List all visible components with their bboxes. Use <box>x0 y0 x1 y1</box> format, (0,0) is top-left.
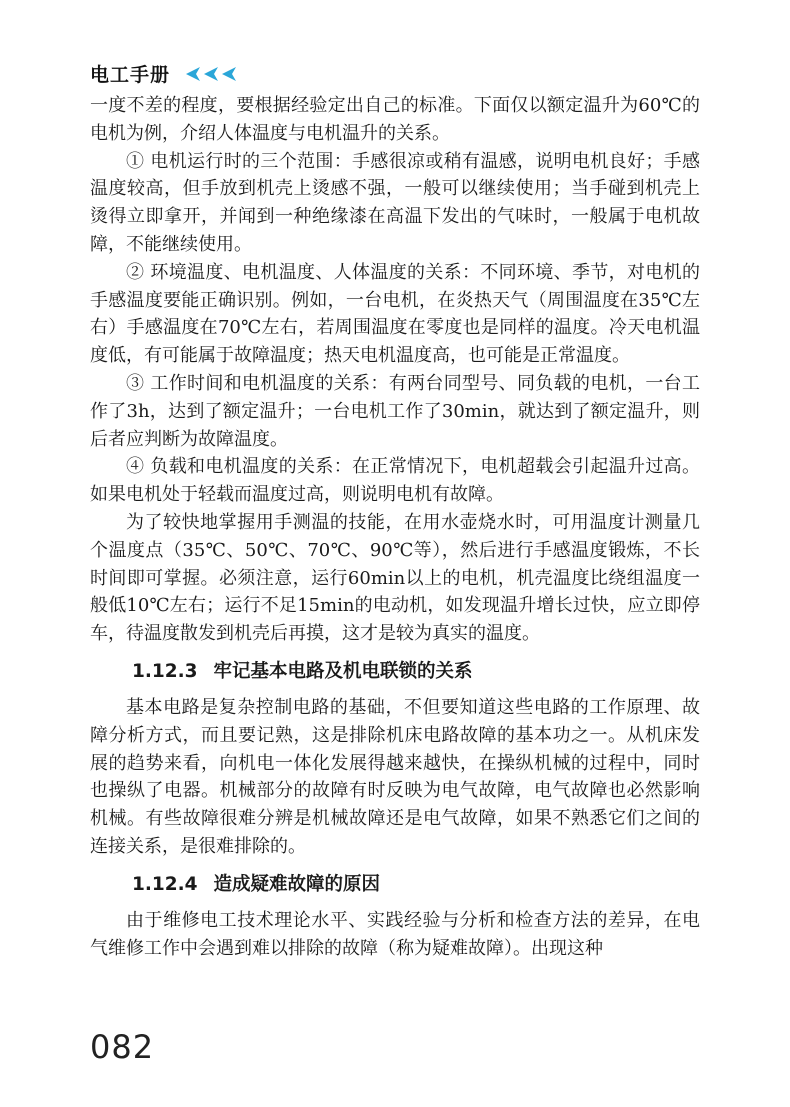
paragraph: ④ 负载和电机温度的关系：在正常情况下，电机超载会引起温升过高。如果电机处于轻载而温度过高，则说明电机有故障。 <box>90 456 700 506</box>
paragraph: ② 环境温度、电机温度、人体温度的关系：不同环境、季节，对电机的手感温度要能正确识别。例如，一台电机，在炎热天气（周围温度在35℃左右）手感温度在70℃左右，若周围温度在零度也是同样的温度。冷天电机温度低，有可能属于故障温度；热天电机温度高，也可能是正常温度。 <box>90 261 700 367</box>
running-header <box>90 60 238 87</box>
paragraph: 为了较快地掌握用手测温的技能，在用水壶烧水时，可用温度计测量几个温度点（35℃、50℃、70℃、90℃等），然后进行手感温度锻炼，不长时间即可掌握。必须注意，运行60min以上的电机，机壳温度比绕组温度一般低10℃左右；运行不足15min的电动机，如发现温升增长过快，应立即停车，待温度散发到机壳后再摸，这才是较为真实的温度。 <box>90 511 700 645</box>
section-number: 1.12.3 <box>132 660 198 682</box>
paragraph: 一度不差的程度，要根据经验定出自己的标准。下面仅以额定温升为60℃的电机为例，介绍人体温度与电机温升的关系。 <box>90 95 700 144</box>
section-heading-1-12-4 <box>132 873 700 897</box>
paragraph: 由于维修电工技术理论水平、实践经验与分析和检查方法的差异，在电气维修工作中会遇到难以排除的故障（称为疑难故障）。出现这种 <box>90 909 700 959</box>
paragraph: ③ 工作时间和电机温度的关系：有两台同型号、同负载的电机，一台工作了3h，达到了额定温升；一台电机工作了30min，就达到了额定温升，则后者应判断为故障温度。 <box>90 372 700 450</box>
section-number: 1.12.4 <box>132 873 198 895</box>
paragraph: 基本电路是复杂控制电路的基础，不但要知道这些电路的工作原理、故障分析方式，而且要记熟，这是排除机床电路故障的基本功之一。从机床发展的趋势来看，向机电一体化发展得越来越快，在操纵机械的过程中，同时也操纵了电器。机械部分的故障有时反映为电气故障，电气故障也必然影响机械。有些故障很难分辨是机械故障还是电气故障，如果不熟悉它们之间的连接关系，是很难排除的。 <box>90 696 700 857</box>
section-title: 造成疑难故障的原因 <box>213 873 381 895</box>
section-title: 牢记基本电路及机电联锁的关系 <box>213 660 473 682</box>
page-number: 082 <box>90 1028 155 1066</box>
triple-chevron-left-icon <box>184 66 238 82</box>
section-heading-1-12-3 <box>132 660 700 684</box>
page-body <box>90 92 700 962</box>
paragraph: ① 电机运行时的三个范围：手感很凉或稍有温感，说明电机良好；手感温度较高，但手放到机壳上烫感不强，一般可以继续使用；当手碰到机壳上烫得立即拿开，并闻到一种绝缘漆在高温下发出的气味时，一般属于电机故障，不能继续使用。 <box>90 150 700 255</box>
book-title: 电工手册 <box>90 64 171 86</box>
